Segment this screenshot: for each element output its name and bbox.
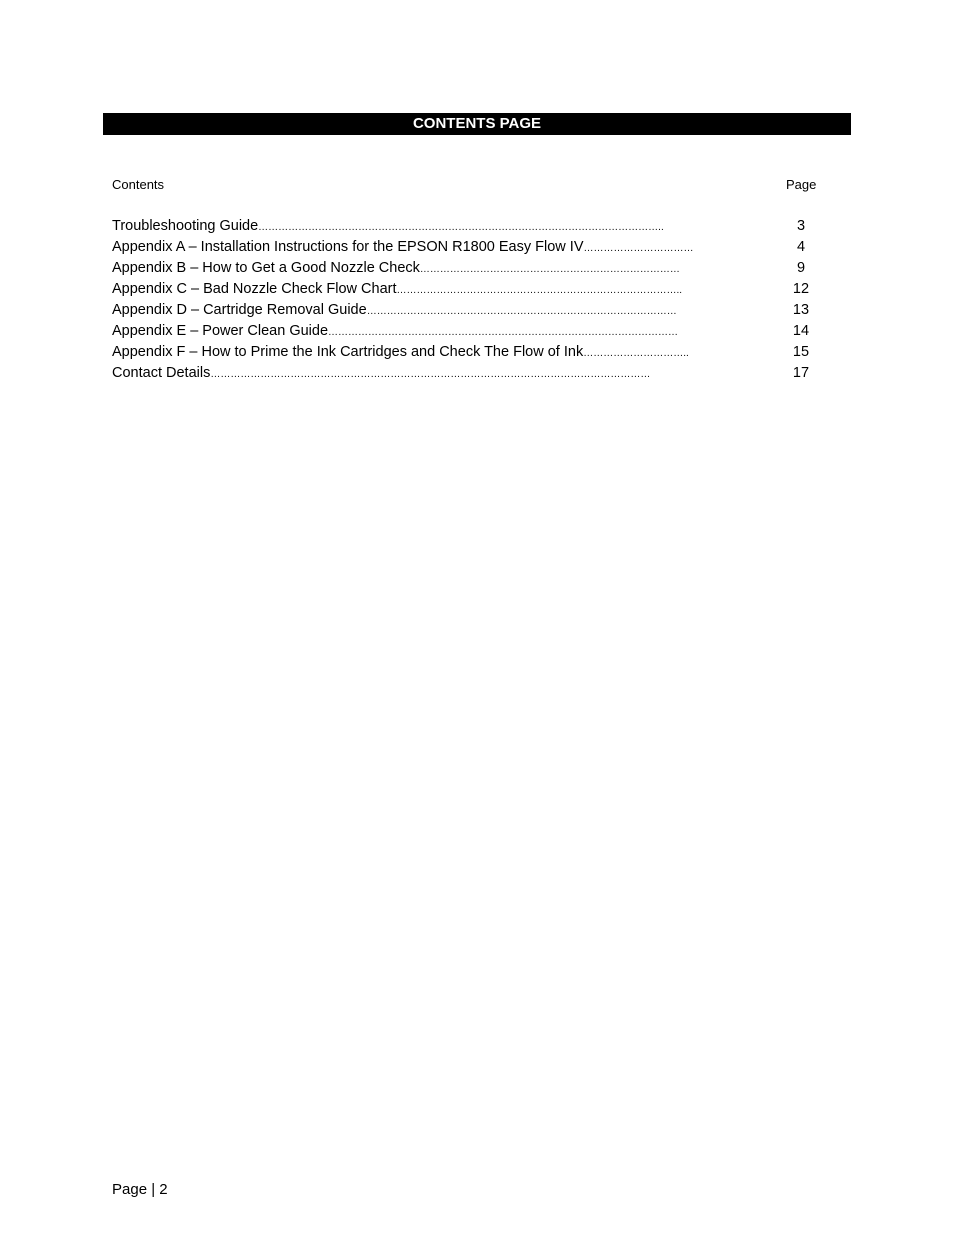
- toc-entry-page-number: 9: [796, 260, 806, 276]
- toc-entry-appendix-f[interactable]: [112, 342, 832, 363]
- toc-entry-troubleshooting[interactable]: [112, 216, 832, 237]
- toc-entry-page-number: 15: [792, 344, 810, 360]
- toc-dot-leader: ……………………………: [583, 243, 694, 254]
- toc-entry-contact-details[interactable]: [112, 363, 832, 384]
- toc-entry-page-number: 4: [796, 239, 806, 255]
- toc-entry-title: Appendix F – How to Prime the Ink Cartridges and Check The Flow of Ink: [112, 344, 584, 360]
- toc-entry-page-number: 17: [792, 365, 810, 381]
- toc-entry-title: Appendix C – Bad Nozzle Check Flow Chart: [112, 281, 397, 297]
- toc-dot-leader: ……………………………………………………………………………………………………………………: [210, 369, 651, 380]
- page-footer-number: Page | 2: [112, 1181, 168, 1198]
- toc-entry-page-number: 13: [792, 302, 810, 318]
- toc-entry-appendix-a[interactable]: [112, 237, 832, 258]
- toc-entry-title: Contact Details: [112, 365, 211, 381]
- contents-column-header: Contents: [112, 177, 165, 192]
- toc-dot-leader: …………………………………………………………………………………: [366, 306, 677, 317]
- toc-entry-title: Appendix D – Cartridge Removal Guide: [112, 302, 367, 318]
- page-title: CONTENTS PAGE: [103, 113, 851, 135]
- toc-dot-leader: ……………………………………………………………………………………………: [328, 327, 679, 338]
- toc-entry-title: Appendix A – Installation Instructions for the EPSON R1800 Easy Flow IV: [112, 239, 584, 255]
- toc-entry-appendix-b[interactable]: [112, 258, 832, 279]
- toc-dot-leader: …………………………..: [583, 348, 689, 359]
- toc-entry-page-number: 3: [796, 218, 806, 234]
- toc-dot-leader: ……………………………………………………………………: [419, 264, 680, 275]
- table-of-contents: [112, 216, 832, 384]
- toc-entry-appendix-c[interactable]: [112, 279, 832, 300]
- toc-entry-title: Appendix E – Power Clean Guide: [112, 323, 329, 339]
- toc-dot-leader: …………………………………………………………………………..: [396, 285, 683, 296]
- page-column-header: Page: [786, 177, 817, 192]
- toc-entry-title: Appendix B – How to Get a Good Nozzle Check: [112, 260, 420, 276]
- toc-dot-leader: …………………………………………………………………………………………………………..: [258, 222, 664, 233]
- toc-entry-page-number: 14: [792, 323, 810, 339]
- toc-entry-page-number: 12: [792, 281, 810, 297]
- toc-entry-appendix-d[interactable]: [112, 300, 832, 321]
- toc-entry-title: Troubleshooting Guide: [112, 218, 259, 234]
- toc-entry-appendix-e[interactable]: [112, 321, 832, 342]
